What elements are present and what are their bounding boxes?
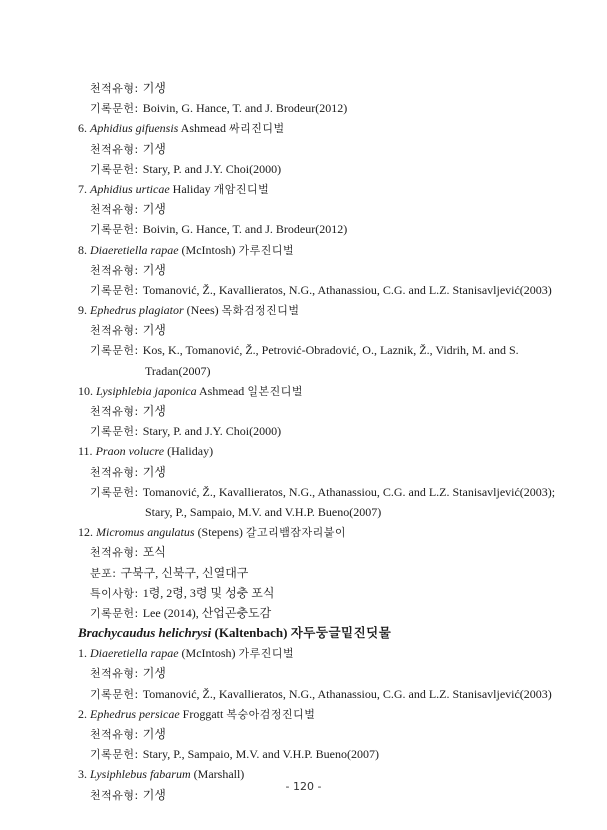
detail-value: 기생 bbox=[142, 404, 166, 418]
host-species-heading bbox=[0, 623, 607, 643]
species-detail-line bbox=[0, 663, 607, 683]
korean-name: 개암진디벌 bbox=[213, 182, 270, 196]
scientific-name: Micromus angulatus bbox=[96, 525, 195, 540]
species-detail-line bbox=[0, 139, 607, 159]
species-entry bbox=[0, 704, 607, 724]
author-name: (Nees) bbox=[183, 303, 222, 318]
detail-value: 기생 bbox=[142, 262, 166, 277]
detail-value: Boivin, G. Hance, T. and J. Brodeur(2012) bbox=[142, 222, 348, 237]
author-name: Froggatt bbox=[179, 706, 227, 721]
entry-number: 9. bbox=[78, 303, 90, 318]
entry-number: 10. bbox=[78, 383, 96, 398]
species-entry bbox=[0, 118, 607, 138]
detail-label: 기록문헌: bbox=[90, 223, 143, 237]
species-entry bbox=[0, 300, 607, 320]
detail-label: 천적유형: bbox=[90, 263, 143, 277]
detail-value: 구북구, 신북구, 신열대구 bbox=[120, 565, 249, 580]
entry-number: 3. bbox=[78, 767, 90, 782]
continuation-line bbox=[0, 361, 607, 381]
species-detail-line bbox=[0, 724, 607, 744]
scientific-name: Aphidius urticae bbox=[90, 181, 170, 196]
detail-label: 기록문헌: bbox=[90, 102, 143, 116]
species-detail-line bbox=[0, 482, 607, 502]
entry-number: 12. bbox=[78, 525, 96, 540]
korean-name: 가루진디벌 bbox=[238, 647, 295, 661]
author-name: (Stepens) bbox=[194, 525, 246, 540]
korean-name: 목화검정진디벌 bbox=[221, 304, 300, 318]
detail-value: Kos, K., Tomanović, Ž., Petrović-Obradović, O., Laznik, Ž., Vidrih, M. and S. bbox=[142, 343, 519, 358]
korean-name: 일본진디벌 bbox=[247, 384, 303, 398]
detail-label: 천적유형: bbox=[90, 324, 143, 338]
species-entry bbox=[0, 522, 607, 542]
author-name: (Haliday) bbox=[164, 444, 214, 459]
detail-value: Stary, P., Sampaio, M.V. and V.H.P. Bueno(2007) bbox=[145, 504, 382, 519]
detail-value: 기생 bbox=[142, 323, 166, 338]
scientific-name: Ephedrus persicae bbox=[90, 706, 180, 721]
scientific-name: Diaeretiella rapae bbox=[90, 646, 179, 661]
detail-value: Stary, P., Sampaio, M.V. and V.H.P. Bueno(2007) bbox=[142, 747, 379, 762]
entry-number: 11. bbox=[78, 444, 96, 459]
detail-value: Lee (2014), 산업곤충도감 bbox=[142, 605, 272, 620]
species-detail-line bbox=[0, 260, 607, 280]
entry-number: 1. bbox=[78, 646, 90, 661]
detail-value: 포식 bbox=[142, 545, 166, 560]
author-name: Ashmead bbox=[196, 383, 248, 398]
detail-value: 기생 bbox=[142, 666, 166, 681]
detail-value: 기생 bbox=[142, 787, 166, 802]
detail-value: Tomanović, Ž., Kavallieratos, N.G., Athanassiou, C.G. and L.Z. Stanisavljević(2003) bbox=[142, 686, 552, 701]
detail-label: 기록문헌: bbox=[90, 425, 143, 439]
species-detail-line bbox=[0, 280, 607, 300]
detail-label: 천적유형: bbox=[90, 142, 143, 156]
detail-value: 기생 bbox=[142, 81, 166, 95]
author-name: Haliday bbox=[169, 181, 214, 196]
detail-value: Tradan(2007) bbox=[145, 363, 211, 378]
species-detail-line bbox=[0, 98, 607, 118]
detail-label: 기록문헌: bbox=[90, 687, 143, 701]
detail-label: 천적유형: bbox=[90, 728, 143, 741]
detail-value: Tomanović, Ž., Kavallieratos, N.G., Athanassiou, C.G. and L.Z. Stanisavljević(2003) bbox=[142, 282, 552, 297]
author-name: (Kaltenbach) bbox=[211, 625, 291, 641]
detail-label: 천적유형: bbox=[90, 405, 143, 418]
species-entry bbox=[0, 240, 607, 260]
detail-value: 기생 bbox=[142, 141, 166, 156]
detail-value: 기생 bbox=[142, 727, 166, 741]
detail-label: 천적유형: bbox=[90, 203, 143, 217]
species-detail-line bbox=[0, 159, 607, 179]
species-detail-line bbox=[0, 78, 607, 98]
species-detail-line bbox=[0, 563, 607, 583]
detail-label: 기록문헌: bbox=[90, 748, 143, 762]
korean-name: 자두둥글밑진딧물 bbox=[290, 625, 392, 641]
species-entry bbox=[0, 643, 607, 663]
detail-label: 기록문헌: bbox=[90, 485, 143, 499]
species-detail-line bbox=[0, 219, 607, 239]
species-detail-line bbox=[0, 340, 607, 360]
species-detail-line bbox=[0, 542, 607, 562]
species-entry bbox=[0, 179, 607, 199]
detail-value: 기생 bbox=[142, 464, 166, 479]
scientific-name: Aphidius gifuensis bbox=[90, 121, 179, 136]
author-name: Ashmead bbox=[178, 121, 230, 136]
detail-label: 기록문헌: bbox=[90, 606, 143, 620]
scientific-name: Diaeretiella rapae bbox=[90, 242, 179, 257]
detail-label: 천적유형: bbox=[90, 667, 143, 681]
detail-value: 기생 bbox=[142, 202, 166, 217]
species-detail-line bbox=[0, 583, 607, 603]
species-detail-line bbox=[0, 320, 607, 340]
scientific-name: Praon volucre bbox=[95, 444, 165, 459]
continuation-line bbox=[0, 502, 607, 522]
korean-name: 싸리진디벌 bbox=[229, 122, 285, 136]
detail-label: 천적유형: bbox=[90, 546, 143, 560]
detail-label: 기록문헌: bbox=[90, 283, 143, 297]
species-detail-line bbox=[0, 199, 607, 219]
scientific-name: Brachycaudus helichrysi bbox=[78, 625, 212, 641]
detail-value: 1령, 2령, 3령 및 성충 포식 bbox=[142, 585, 275, 600]
scientific-name: Lysiphlebia japonica bbox=[96, 383, 197, 398]
detail-label: 천적유형: bbox=[90, 82, 143, 95]
author-name: (McIntosh) bbox=[178, 646, 239, 661]
entry-number: 2. bbox=[78, 706, 90, 721]
species-detail-line bbox=[0, 401, 607, 421]
species-entry bbox=[0, 381, 607, 401]
entry-number: 6. bbox=[78, 121, 90, 136]
detail-label: 특이사항: bbox=[90, 586, 143, 600]
page-number: - 120 - bbox=[285, 780, 322, 793]
detail-label: 천적유형: bbox=[90, 788, 143, 802]
species-detail-line bbox=[0, 421, 607, 441]
korean-name: 가루진디벌 bbox=[238, 243, 295, 257]
detail-value: Stary, P. and J.Y. Choi(2000) bbox=[142, 424, 282, 439]
scientific-name: Lysiphlebus fabarum bbox=[90, 767, 191, 782]
species-detail-line bbox=[0, 684, 607, 704]
document-page bbox=[0, 78, 607, 805]
detail-label: 분포: bbox=[90, 566, 121, 580]
scientific-name: Ephedrus plagiator bbox=[90, 303, 184, 318]
korean-name: 갈고리뱀잠자리붙이 bbox=[245, 526, 347, 540]
species-detail-line bbox=[0, 462, 607, 482]
detail-value: Boivin, G. Hance, T. and J. Brodeur(2012) bbox=[142, 101, 348, 116]
detail-label: 기록문헌: bbox=[90, 162, 143, 176]
species-detail-line bbox=[0, 744, 607, 764]
entry-number: 7. bbox=[78, 181, 90, 196]
detail-value: Stary, P. and J.Y. Choi(2000) bbox=[142, 161, 282, 176]
entry-number: 8. bbox=[78, 242, 90, 257]
detail-label: 천적유형: bbox=[90, 465, 143, 479]
author-name: (McIntosh) bbox=[178, 242, 239, 257]
author-name: (Marshall) bbox=[190, 767, 245, 782]
species-detail-line bbox=[0, 603, 607, 623]
korean-name: 복숭아검정진디벌 bbox=[226, 707, 316, 721]
species-entry bbox=[0, 441, 607, 461]
detail-label: 기록문헌: bbox=[90, 344, 143, 358]
detail-value: Tomanović, Ž., Kavallieratos, N.G., Athanassiou, C.G. and L.Z. Stanisavljević(2003); bbox=[142, 484, 556, 499]
